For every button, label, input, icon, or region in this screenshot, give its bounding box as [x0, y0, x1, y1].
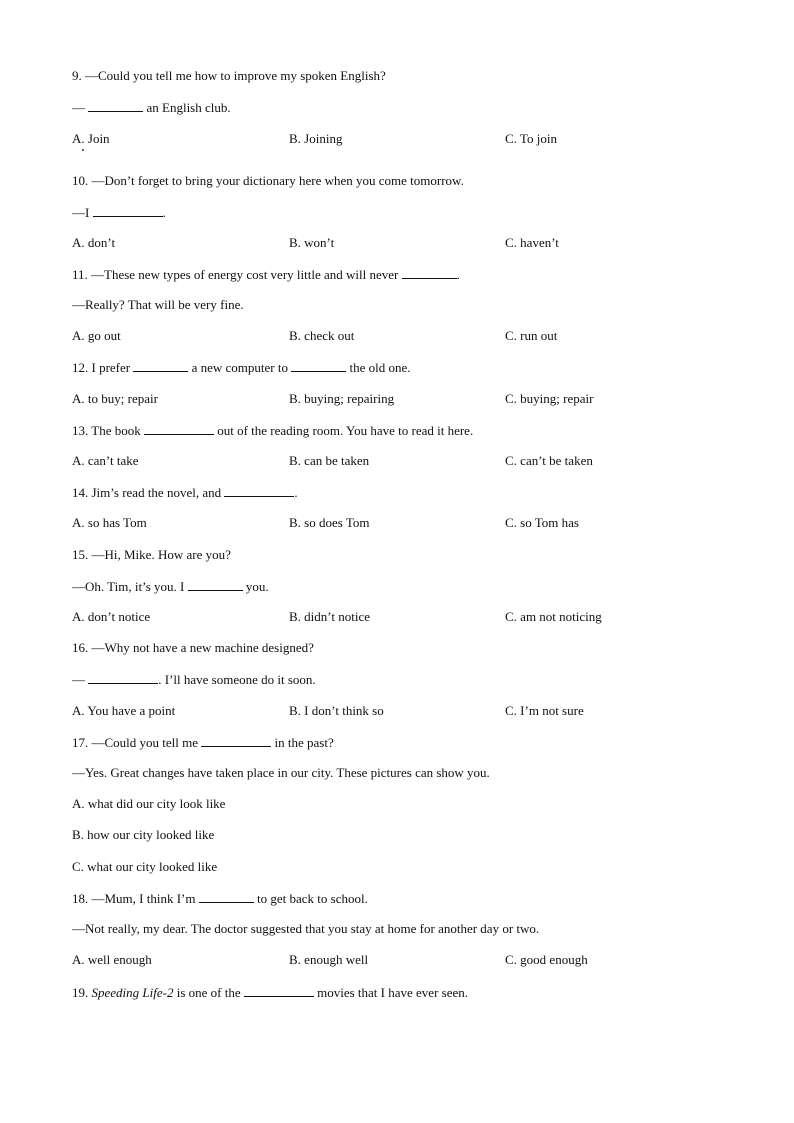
- reply-prefix: —I: [72, 205, 93, 220]
- stem-suffix: in the past?: [271, 735, 334, 750]
- reply-suffix: .: [162, 205, 166, 220]
- reply-suffix: an English club.: [143, 100, 231, 115]
- stray-dot: [82, 149, 84, 151]
- question-9-reply: [72, 99, 231, 116]
- question-19-stem: [72, 984, 468, 1001]
- question-13-stem: [72, 422, 473, 439]
- question-16-reply: [72, 671, 316, 688]
- question-17-option-a: A. what did our city look like: [72, 796, 226, 811]
- option-c: C. am not noticing: [505, 609, 602, 624]
- question-11-options: [72, 328, 722, 344]
- question-14-options: [72, 515, 722, 531]
- question-17-stem: [72, 734, 334, 751]
- stem-prefix: 12. I prefer: [72, 360, 134, 375]
- question-17-option-b: B. how our city looked like: [72, 827, 215, 842]
- movie-title: Speeding Life-2: [91, 985, 174, 1000]
- option-b: B. Joining: [289, 131, 343, 146]
- option-b: B. so does Tom: [289, 515, 370, 530]
- question-18-stem: [72, 890, 368, 907]
- option-a: A. to buy; repair: [72, 391, 158, 406]
- stem-suffix: out of the reading room. You have to read it here.: [213, 423, 474, 438]
- question-18-options: [72, 952, 722, 968]
- question-11-stem: [72, 266, 460, 283]
- stem-suffix: to get back to school.: [253, 891, 368, 906]
- answer-blank: [244, 984, 314, 997]
- reply-suffix: you.: [242, 579, 269, 594]
- option-b: B. check out: [289, 328, 355, 343]
- option-c: C. good enough: [505, 952, 588, 967]
- question-16-options: [72, 703, 722, 719]
- answer-blank: [291, 359, 346, 372]
- question-10-reply: [72, 204, 166, 221]
- option-b: B. buying; repairing: [289, 391, 395, 406]
- reply-prefix: —: [72, 672, 89, 687]
- question-17-reply: —Yes. Great changes have taken place in our city. These pictures can show you.: [72, 765, 490, 780]
- option-b: B. can be taken: [289, 453, 370, 468]
- option-c: C. can’t be taken: [505, 453, 593, 468]
- option-c: C. run out: [505, 328, 558, 343]
- question-16-stem: 16. —Why not have a new machine designed?: [72, 640, 314, 655]
- option-c: C. To join: [505, 131, 557, 146]
- answer-blank: [88, 99, 143, 112]
- reply-prefix: —Oh. Tim, it’s you. I: [72, 579, 188, 594]
- stem-prefix: 14. Jim’s read the novel, and: [72, 485, 225, 500]
- stem-suffix: the old one.: [346, 360, 411, 375]
- answer-blank: [188, 578, 243, 591]
- question-12-options: [72, 391, 722, 407]
- reply-suffix: . I’ll have someone do it soon.: [158, 672, 316, 687]
- option-a: A. You have a point: [72, 703, 176, 718]
- answer-blank: [144, 422, 214, 435]
- answer-blank: [224, 484, 294, 497]
- answer-blank: [201, 734, 271, 747]
- question-11-reply: —Really? That will be very fine.: [72, 297, 244, 312]
- option-a: A. don’t notice: [72, 609, 151, 624]
- stem-prefix: 11. —These new types of energy cost very little and will never: [72, 267, 402, 282]
- question-13-options: [72, 453, 722, 469]
- question-9-options: [72, 131, 722, 147]
- option-a: A. go out: [72, 328, 121, 343]
- stem-middle: is one of the: [173, 985, 244, 1000]
- question-18-reply: —Not really, my dear. The doctor suggested that you stay at home for another day or two.: [72, 921, 540, 936]
- question-9-stem: 9. —Could you tell me how to improve my spoken English?: [72, 68, 386, 83]
- question-10-stem: 10. —Don’t forget to bring your dictionary here when you come tomorrow.: [72, 173, 464, 188]
- option-b: B. I don’t think so: [289, 703, 384, 718]
- option-b: B. didn’t notice: [289, 609, 371, 624]
- answer-blank: [133, 359, 188, 372]
- option-a: A. can’t take: [72, 453, 139, 468]
- question-10-options: [72, 235, 722, 251]
- stem-prefix: 18. —Mum, I think I’m: [72, 891, 199, 906]
- question-15-reply: [72, 578, 269, 595]
- option-a: A. Join: [72, 131, 110, 146]
- question-17-option-c: C. what our city looked like: [72, 859, 218, 874]
- option-c: C. I’m not sure: [505, 703, 584, 718]
- option-c: C. so Tom has: [505, 515, 579, 530]
- option-b: B. enough well: [289, 952, 369, 967]
- question-12-stem: [72, 359, 411, 376]
- answer-blank: [199, 890, 254, 903]
- question-15-options: [72, 609, 722, 625]
- option-c: C. buying; repair: [505, 391, 594, 406]
- stem-suffix: .: [456, 267, 460, 282]
- stem-prefix: 17. —Could you tell me: [72, 735, 202, 750]
- question-number: 19.: [72, 985, 92, 1000]
- answer-blank: [402, 266, 457, 279]
- stem-prefix: 13. The book: [72, 423, 144, 438]
- option-a: A. well enough: [72, 952, 152, 967]
- stem-suffix: movies that I have ever seen.: [313, 985, 469, 1000]
- answer-blank: [88, 671, 158, 684]
- option-a: A. don’t: [72, 235, 116, 250]
- option-a: A. so has Tom: [72, 515, 147, 530]
- question-14-stem: [72, 484, 298, 501]
- answer-blank: [93, 204, 163, 217]
- option-c: C. haven’t: [505, 235, 559, 250]
- reply-prefix: —: [72, 100, 89, 115]
- question-15-stem: 15. —Hi, Mike. How are you?: [72, 547, 231, 562]
- stem-suffix: .: [294, 485, 298, 500]
- stem-middle: a new computer to: [188, 360, 292, 375]
- option-b: B. won’t: [289, 235, 335, 250]
